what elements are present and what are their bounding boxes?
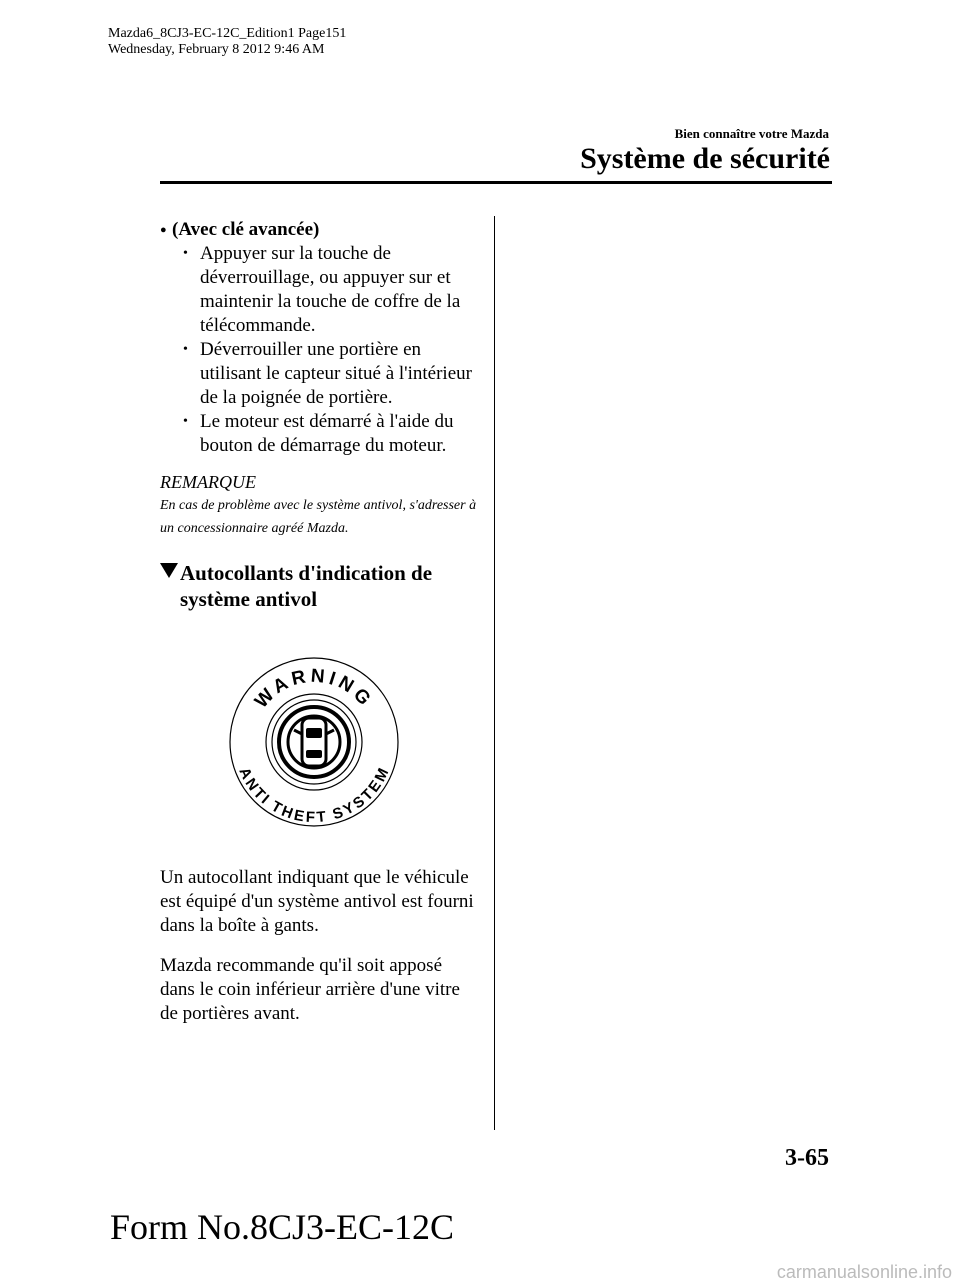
triangle-down-icon: [160, 563, 178, 578]
list-item: • Déverrouiller une portière en utilisant le capteur situé à l'intérieur de la poignée de portière.: [160, 338, 480, 410]
column-divider: [494, 216, 495, 1130]
list-item: • Appuyer sur la touche de déverrouillage, ou appuyer sur et maintenir la touche de coffre de la télécommande.: [160, 242, 480, 338]
print-date-line: Wednesday, February 8 2012 9:46 AM: [108, 42, 325, 57]
watermark-url: carmanualsonline.info: [776, 1262, 952, 1282]
note-text: En cas de problème avec le système antivol, s'adresser à un concessionnaire agréé Mazda.: [160, 498, 477, 536]
section-heading: [160, 560, 480, 612]
list-item: • Le moteur est démarré à l'aide du bouton de démarrage du moteur.: [160, 410, 480, 458]
left-column: [160, 218, 480, 1026]
paragraph: Mazda recommande qu'il soit apposé dans le coin inférieur arrière d'une vitre de portières avant.: [160, 955, 460, 1024]
header-rule: [160, 181, 832, 184]
item-title: ● (Avec clé avancée): [160, 218, 480, 242]
section-heading-text: Autocollants d'indication de système antivol: [180, 561, 433, 611]
svg-text:ANTI THEFT SYSTEM: [235, 765, 393, 827]
section-title: Système de sécurité: [580, 142, 830, 175]
car-icon: [294, 718, 334, 766]
form-number: Form No.8CJ3-EC-12C: [110, 1207, 455, 1247]
print-metadata: [108, 26, 346, 58]
sub-list: [160, 242, 480, 458]
note-label: REMARQUE: [160, 472, 256, 492]
anti-theft-sticker: [228, 656, 400, 828]
chapter-title: Bien connaître votre Mazda: [674, 126, 829, 141]
sticker-top-text: WARNING: [251, 665, 378, 713]
page-number: 3-65: [785, 1145, 829, 1171]
paragraph: Un autocollant indiquant que le véhicule est équipé d'un système antivol est fourni dans la boîte à gants.: [160, 867, 474, 936]
print-file-line: Mazda6_8CJ3-EC-12C_Edition1 Page151: [108, 26, 347, 41]
sticker-bottom-text: ANTI THEFT SYSTEM: [234, 765, 394, 827]
